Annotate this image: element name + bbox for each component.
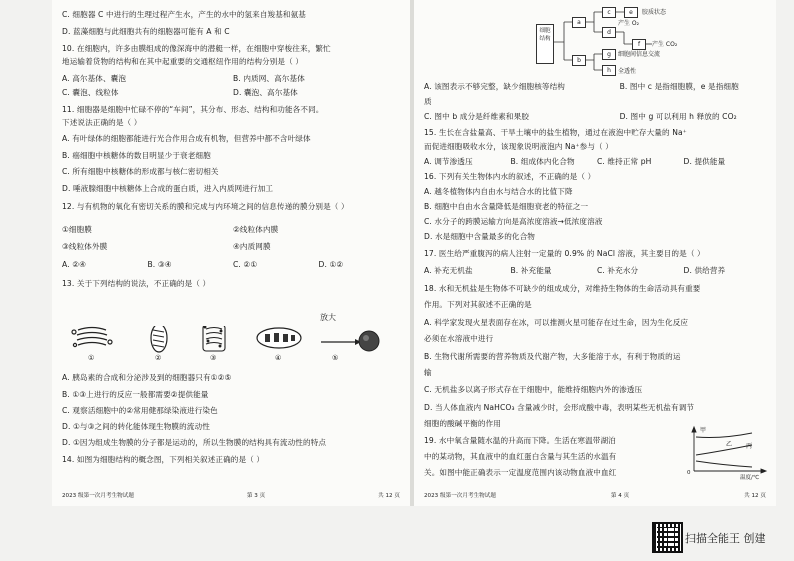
option-b: B. 图中 c 是指细胞膜，e 是指细胞 xyxy=(619,82,739,91)
option-b: B. 癌细胞中核糖体的数目明显少于衰老细胞 xyxy=(62,151,211,160)
option-d: D. ①与③之间的转化能体现生物膜的流动性 xyxy=(62,422,210,431)
exam-title: 2023 级第一次月考生物试题 xyxy=(62,493,134,499)
graph-axes xyxy=(682,425,768,480)
mitochondrion-illustration xyxy=(151,326,167,352)
option-d: D. 供给营养 xyxy=(683,266,726,275)
option-b: B. 补充能量 xyxy=(510,266,552,275)
options-row xyxy=(62,260,404,270)
option-a: A. 胰岛素的合成和分泌涉及到的细胞器只有①②⑤ xyxy=(62,373,232,382)
option-a: A. 越冬植物体内自由水与结合水的比值下降 xyxy=(424,187,573,196)
option-d: D. 囊泡、高尔基体 xyxy=(233,88,298,97)
option-c: C. 无机盐多以离子形式存在于细胞中，能维持细胞内外的渗透压 xyxy=(424,385,643,394)
node-c: c xyxy=(602,7,616,18)
text-line: 质 xyxy=(424,97,432,106)
node-d: d xyxy=(602,27,616,38)
node-h: h xyxy=(602,65,616,76)
node-b: b xyxy=(572,55,586,66)
node-f: f xyxy=(632,39,646,50)
question-15: 15. 生长在含盐量高、干旱土壤中的盐生植物，通过在液泡中贮存大量的 Na⁺ xyxy=(424,128,687,137)
text-line: 关。如图中能正确表示一定温度范围内该动物血液中血红 xyxy=(424,468,617,477)
label-colloid: 胶质状态 xyxy=(642,9,667,16)
question-14: 14. 如图为细胞结构的概念图，下列相关叙述正确的是（ ） xyxy=(62,455,265,464)
cell-structure-concept-map xyxy=(534,2,734,80)
x-axis-label: 温度/℃ xyxy=(740,475,760,481)
scanner-watermark: 扫描全能王 创建 xyxy=(685,532,766,545)
item-1: ①细胞膜 xyxy=(62,225,92,234)
curve-label-jia: 甲 xyxy=(700,427,707,434)
option-d: D. 图中 g 可以利用 h 释放的 CO₂ xyxy=(619,112,737,121)
er-illustration xyxy=(203,326,225,351)
temperature-graph xyxy=(682,425,768,480)
item-4: ④内质网膜 xyxy=(233,242,271,251)
text-line: 下述说法正确的是（ ） xyxy=(62,118,142,127)
option-a: A. 高尔基体、囊泡 xyxy=(62,74,127,83)
option-b: B. ③④ xyxy=(147,260,172,269)
option-d: D. 唾液腺细胞中核糖体上合成的蛋白质，进入内质网进行加工 xyxy=(62,184,274,193)
option-a: A. 有叶绿体的细胞都能进行光合作用合成有机物，但营养中都不含叶绿体 xyxy=(62,134,311,143)
option-b: B. 内质网、高尔基体 xyxy=(233,74,305,83)
question-11: 11. 细胞器是细胞中忙碌不停的“车间”，其分布、形态、结构和功能各不同。 xyxy=(62,105,324,114)
curve-label-bing: 丙 xyxy=(746,443,753,450)
node-root: 细胞结构 xyxy=(536,24,554,64)
exam-title: 2023 级第一次月考生物试题 xyxy=(424,493,496,499)
membrane-illustration xyxy=(359,331,379,351)
option-c: C. 所有细胞中核糖体的形成都与核仁密切相关 xyxy=(62,167,219,176)
question-19: 19. 水中氧含量随水温的升高而下降。生活在寒温带湖泊 xyxy=(424,436,616,445)
option-b: B. 组成体内化合物 xyxy=(510,157,575,166)
arrow-label: 放大 xyxy=(320,313,336,322)
text-line: 而促进细胞吸收水分，该现象说明液泡内 Na⁺参与（ ） xyxy=(424,142,613,151)
option-d: D. 提供能量 xyxy=(683,157,726,166)
option-c: C. 补充水分 xyxy=(597,266,639,275)
curve-label-yi: 乙 xyxy=(726,441,733,448)
item-3: ③线粒体外膜 xyxy=(62,242,108,251)
option-c: C. 囊泡、线粒体 xyxy=(62,88,119,97)
options-row xyxy=(424,112,770,122)
exam-page-3 xyxy=(52,0,410,506)
chloroplast-illustration xyxy=(257,328,301,348)
option-c: C. ②① xyxy=(233,260,258,269)
option-c: C. 图中 b 成分是纤维素和果胶 xyxy=(424,112,530,121)
option-d: D. 水是细胞中含量最多的化合物 xyxy=(424,232,535,241)
question-17: 17. 医生给严重腹泻的病人注射一定量的 0.9% 的 NaCl 溶液，其主要目的是（ ） xyxy=(424,249,705,258)
option-a: A. ②④ xyxy=(62,260,87,269)
text-line: 细胞的酸碱平衡的作用 xyxy=(424,419,501,428)
question-12: 12. 与有机物的氧化有密切关系的膜和完成与内环境之间的信息传递的膜分别是（ ） xyxy=(62,202,349,211)
page-number: 第 3 页 xyxy=(246,493,266,499)
option-a: A. 该图表示不够完整，缺少细胞核等结构 xyxy=(424,82,565,91)
item-2: ②线粒体内膜 xyxy=(233,225,279,234)
qr-code-icon xyxy=(652,522,683,553)
option-c: C. 维持正常 pH xyxy=(597,157,652,166)
label-o2: 产生 O₂ xyxy=(618,20,640,27)
text-line: C. 细胞器 C 中进行的生理过程产生水，产生的水中的氢来自羧基和氨基 xyxy=(62,10,306,19)
page-footer xyxy=(62,491,400,499)
label-2: ② xyxy=(155,354,162,362)
page-footer xyxy=(424,491,766,499)
option-a: A. 科学家发现火星表面存在冰，可以推测火星可能存在过生命，因为生化反应 xyxy=(424,318,689,327)
text-line: 中的某动物，其血液中的血红蛋白含量与其生活的水温有 xyxy=(424,452,617,461)
text-line: 作用。下列对其叙述不正确的是 xyxy=(424,300,532,309)
option-d: D. 当人体血液内 NaHCO₃ 含量减少时，会形成酸中毒，表明某些无机盐有调节 xyxy=(424,403,695,412)
golgi-illustration xyxy=(72,328,112,347)
option-b: B. 生物代谢所需要的营养物质及代谢产物，大多能溶于水，有利于物质的运 xyxy=(424,352,681,361)
enlarge-arrow xyxy=(321,339,361,345)
organelle-figure xyxy=(64,326,394,366)
options-row xyxy=(62,225,404,235)
options-row xyxy=(424,157,770,167)
node-g: g xyxy=(602,49,616,60)
question-13: 13. 关于下列结构的说法，不正确的是（ ） xyxy=(62,279,211,288)
label-co2: 产生 CO₂ xyxy=(652,41,678,48)
page-total: 共 12 页 xyxy=(744,493,766,499)
label-1: ① xyxy=(88,354,95,362)
page-number: 第 4 页 xyxy=(610,493,630,499)
text-line: 必须在水溶液中进行 xyxy=(424,334,494,343)
option-d: D. ①② xyxy=(318,260,344,269)
options-row xyxy=(62,74,404,84)
option-b: B. ①③上进行的反应一般都需要②提供能量 xyxy=(62,390,209,399)
option-a: A. 调节渗透压 xyxy=(424,157,473,166)
question-18: 18. 水和无机盐是生物体不可缺少的组成成分，对维持生物体的生命活动具有重要 xyxy=(424,284,701,293)
label-communication: 细胞间信息交流 xyxy=(618,51,661,58)
page-total: 共 12 页 xyxy=(378,493,400,499)
text-line: D. 蓝藻细胞与此细胞共有的细胞器可能有 A 和 C xyxy=(62,27,230,36)
text-line: 地运输着货物的结构和在其中起重要的交通枢纽作用的结构分别是（ ） xyxy=(62,57,304,66)
option-c: C. 观察活细胞中的②常用健那绿染液进行染色 xyxy=(62,406,218,415)
options-row xyxy=(424,82,770,92)
options-row xyxy=(424,266,770,276)
label-5: ⑤ xyxy=(332,354,339,362)
node-a: a xyxy=(572,17,586,28)
option-c: C. 水分子的跨膜运输方向是高浓度溶液→低浓度溶液 xyxy=(424,217,603,226)
graph-origin: 0 xyxy=(687,470,691,476)
text-line: 输 xyxy=(424,368,432,377)
node-e: e xyxy=(624,7,638,18)
option-d-extra: D. ①因为组成生物膜的分子都是运动的，所以生物膜的结构具有流动性的特点 xyxy=(62,438,327,447)
question-16: 16. 下列有关生物体内水的叙述，不正确的是（ ） xyxy=(424,172,596,181)
option-b: B. 细胞中自由水含量降低是细胞衰老的特征之一 xyxy=(424,202,589,211)
label-permeable: 全透性 xyxy=(618,68,637,75)
options-row xyxy=(62,88,404,98)
option-a: A. 补充无机盐 xyxy=(424,266,473,275)
question-10: 10. 在细胞内，许多由膜组成的像深海中的潜艇一样，在细胞中穿梭往来，繁忙 xyxy=(62,44,331,53)
options-row xyxy=(62,242,404,252)
label-4: ④ xyxy=(275,354,282,362)
exam-page-4 xyxy=(414,0,776,506)
label-3: ③ xyxy=(210,354,217,362)
